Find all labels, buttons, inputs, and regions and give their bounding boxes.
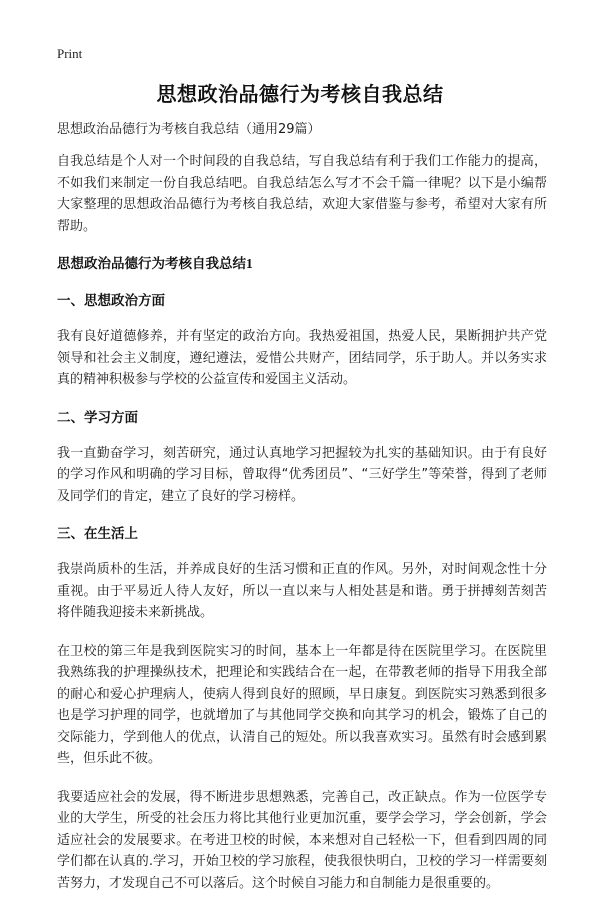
- paragraph-life: 我崇尚质朴的生活，并养成良好的生活习惯和正直的作风。另外，对时间观念性十分重视。由于平易近人待人友好，所以一直以来与人相处甚是和谐。勇于拼搏刻苦刻苦将伴随我迎接未来新挑战。: [57, 562, 547, 620]
- section-heading-number: 1: [246, 256, 253, 271]
- intro-paragraph: 自我总结是个人对一个时间段的自我总结，写自我总结有利于我们工作能力的提高，不如我们来制定一份自我总结吧。自我总结怎么写才不会千篇一律呢？以下是小编帮大家整理的思想政治品德行为考核自我总结，欢迎大家借鉴与参考，希望对大家有所帮助。: [57, 154, 547, 234]
- sub-heading-politics: 一、思想政治方面: [57, 293, 165, 309]
- paragraph-politics: 我有良好道德修养，并有坚定的政治方向。我热爱祖国，热爱人民，果断拥护共产党领导和社会主义制度，遵纪遵法，爱惜公共财产，团结同学，乐于助人。并以务实求真的精神积极参与学校的公益宣传和爱国主义活动。: [57, 329, 547, 387]
- paragraph-adaptation: 我要适应社会的发展，得不断进步思想熟悉，完善自己，改正缺点。作为一位医学专业的大学生，所受的社会压力将比其他行业更加沉重，要学会学习，学会创新，学会适应社会的发展要求。在考进卫校的时候，本来想对自己轻松一下，但看到四周的同学们都在认真的.学习，开始卫校的学习旅程，使我很快明白，卫校的学习一样需要刻苦努力，才发现自己不可以落后。这个时候自习能力和自制能力是很重要的。: [57, 789, 547, 891]
- paragraph-study: 我一直勤奋学习，刻苦研究，通过认真地学习把握较为扎实的基础知识。由于有良好的学习作风和明确的学习目标，曾取得“优秀团员”、“三好学生”等荣誉，得到了老师及同学们的肯定，建立了良好的学习榜样。: [57, 445, 547, 504]
- section-heading: [57, 254, 547, 274]
- document-body: [57, 120, 547, 911]
- sub-heading-life: 三、在生活上: [57, 526, 138, 542]
- sub-heading-study: 二、学习方面: [57, 409, 138, 426]
- section-heading-text: 思想政治品德行为考核自我总结: [57, 256, 246, 272]
- paragraph-internship: 在卫校的第三年是我到医院实习的时间，基本上一年都是待在医院里学习。在医院里我熟练我的护理操纵技术，把理论和实践结合在一起，在带教老师的指导下用我全部的耐心和爱心护理病人，使病人得到良好的照顾，早日康复。到医院实习熟悉到很多也是学习护理的同学，也就增加了与其他同学交换和向其学习的机会，锻炼了自己的交际能力，学到他人的优点，认清自己的短处。所以我喜欢实习。虽然有时会感到累些，但乐此不彼。: [57, 643, 547, 766]
- print-link[interactable]: Print: [57, 46, 83, 61]
- page-title: 思想政治品德行为考核自我总结: [156, 82, 444, 106]
- document-subtitle: 思想政治品德行为考核自我总结（通用29篇）: [57, 122, 321, 137]
